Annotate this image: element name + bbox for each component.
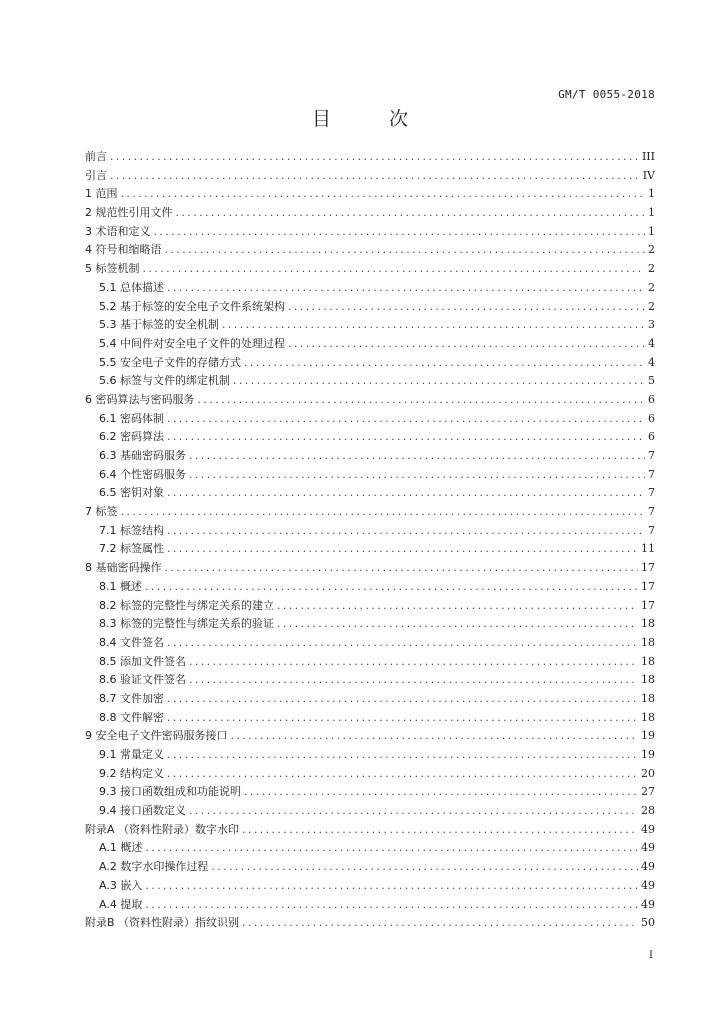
toc-entry[interactable] xyxy=(85,428,655,447)
toc-entry-page: 7 xyxy=(648,467,655,481)
toc-entry[interactable] xyxy=(85,896,655,915)
toc-dot-leader xyxy=(110,167,640,186)
toc-entry[interactable] xyxy=(85,354,655,373)
toc-entry-label: 附录A （资料性附录）数字水印 xyxy=(85,822,240,836)
toc-entry[interactable] xyxy=(85,578,655,597)
toc-entry-page: 6 xyxy=(648,392,655,406)
toc-dot-leader xyxy=(244,783,638,802)
toc-entry[interactable] xyxy=(85,709,655,728)
toc-entry-label: 5.1 总体描述 xyxy=(99,280,164,294)
toc-dot-leader xyxy=(288,335,645,354)
toc-dot-leader xyxy=(145,578,638,597)
toc-entry-label: A.2 数字水印操作过程 xyxy=(99,860,209,874)
toc-entry-page: 49 xyxy=(641,878,655,892)
toc-entry-label: 9.3 接口函数组成和功能说明 xyxy=(99,785,241,799)
toc-entry[interactable] xyxy=(85,279,655,298)
toc-entry[interactable] xyxy=(85,690,655,709)
toc-entry[interactable] xyxy=(85,746,655,765)
toc-entry-page: 28 xyxy=(641,804,655,818)
toc-entry[interactable] xyxy=(85,260,655,279)
toc-dot-leader xyxy=(222,316,645,335)
toc-entry[interactable] xyxy=(85,559,655,578)
toc-dot-leader xyxy=(167,428,645,447)
toc-dot-leader xyxy=(145,877,638,896)
toc-dot-leader xyxy=(189,671,638,690)
toc-dot-leader xyxy=(167,765,638,784)
toc-entry-page: IV xyxy=(642,168,655,182)
toc-entry-page: 18 xyxy=(641,617,655,631)
toc-entry[interactable] xyxy=(85,391,655,410)
toc-entry-label: 7 标签 xyxy=(85,505,118,519)
toc-entry[interactable] xyxy=(85,877,655,896)
toc-entry-label: 8.8 文件解密 xyxy=(99,710,164,724)
toc-dot-leader xyxy=(167,690,638,709)
toc-dot-leader xyxy=(231,727,639,746)
toc-entry-label: 前言 xyxy=(85,150,107,163)
toc-entry-label: 5.2 基于标签的安全电子文件系统架构 xyxy=(99,299,285,313)
toc-entry-page: 4 xyxy=(648,336,655,350)
toc-dot-leader xyxy=(189,653,638,672)
toc-entry-label: 附录B （资料性附录）指纹识别 xyxy=(85,916,240,930)
toc-entry-page: 2 xyxy=(648,243,655,257)
toc-entry-page: 17 xyxy=(641,561,655,575)
toc-entry[interactable] xyxy=(85,914,655,933)
toc-entry[interactable] xyxy=(85,783,655,802)
toc-dot-leader xyxy=(167,484,645,503)
toc-entry-label: 4 符号和缩略语 xyxy=(85,243,162,257)
toc-entry-page: 4 xyxy=(648,355,655,369)
toc-entry-page: 19 xyxy=(641,729,655,743)
toc-entry[interactable] xyxy=(85,298,655,317)
toc-dot-leader xyxy=(189,447,645,466)
toc-dot-leader xyxy=(145,839,638,858)
toc-entry[interactable] xyxy=(85,540,655,559)
toc-entry-page: 7 xyxy=(648,486,655,500)
toc-dot-leader xyxy=(167,634,638,653)
toc-entry[interactable] xyxy=(85,671,655,690)
toc-entry-page: 6 xyxy=(648,430,655,444)
toc-entry[interactable] xyxy=(85,839,655,858)
toc-entry[interactable] xyxy=(85,466,655,485)
toc-entry-page: 18 xyxy=(641,691,655,705)
toc-entry-label: 5 标签机制 xyxy=(85,262,140,276)
toc-entry-page: 7 xyxy=(648,505,655,519)
toc-entry-label: 6.1 密码体制 xyxy=(99,411,164,425)
toc-entry-label: 8.4 文件签名 xyxy=(99,635,164,649)
toc-dot-leader xyxy=(143,260,646,279)
toc-entry-label: A.4 提取 xyxy=(99,897,143,911)
toc-entry[interactable] xyxy=(85,204,655,223)
toc-entry[interactable] xyxy=(85,802,655,821)
toc-dot-leader xyxy=(189,802,638,821)
toc-dot-leader xyxy=(244,354,645,373)
toc-entry-page: 49 xyxy=(641,860,655,874)
toc-entry[interactable] xyxy=(85,241,655,260)
toc-entry-page: 3 xyxy=(648,318,655,332)
toc-dot-leader xyxy=(242,914,638,933)
toc-dot-leader xyxy=(198,391,646,410)
toc-dot-leader xyxy=(211,858,638,877)
toc-dot-leader xyxy=(167,410,645,429)
toc-entry[interactable] xyxy=(85,821,655,840)
toc-entry[interactable] xyxy=(85,148,655,167)
toc-entry-page: 49 xyxy=(641,897,655,911)
toc-entry[interactable] xyxy=(85,727,655,746)
toc-dot-leader xyxy=(167,746,638,765)
toc-entry-page: 11 xyxy=(641,542,655,556)
toc-dot-leader xyxy=(121,503,646,522)
toc-entry-page: 1 xyxy=(648,187,655,201)
toc-entry-page: 49 xyxy=(641,822,655,836)
toc-dot-leader xyxy=(167,522,645,541)
toc-entry-label: 5.5 安全电子文件的存储方式 xyxy=(99,355,241,369)
toc-entry-page: 18 xyxy=(641,673,655,687)
toc-entry-label: 8.5 添加文件签名 xyxy=(99,654,186,668)
toc-entry-label: 6 密码算法与密码服务 xyxy=(85,392,195,406)
toc-entry-label: 3 术语和定义 xyxy=(85,224,151,238)
toc-dot-leader xyxy=(189,466,645,485)
toc-entry-label: 8.3 标签的完整性与绑定关系的验证 xyxy=(99,617,274,631)
toc-entry-label: 5.3 基于标签的安全机制 xyxy=(99,318,219,332)
toc-entry-page: 2 xyxy=(648,262,655,276)
standard-code: GM/T 0055-2018 xyxy=(558,88,655,101)
toc-entry-label: 引言 xyxy=(85,168,107,182)
toc-entry[interactable] xyxy=(85,597,655,616)
toc-entry-page: 2 xyxy=(648,299,655,313)
toc-entry-page: 6 xyxy=(648,411,655,425)
toc-dot-leader xyxy=(277,615,638,634)
toc-entry[interactable] xyxy=(85,615,655,634)
toc-entry-page: 17 xyxy=(641,598,655,612)
toc-dot-leader xyxy=(242,821,638,840)
toc-entry-page: 27 xyxy=(641,785,655,799)
toc-dot-leader xyxy=(121,185,646,204)
toc-entry[interactable] xyxy=(85,634,655,653)
toc-entry-label: 6.2 密码算法 xyxy=(99,430,164,444)
toc-entry-label: 2 规范性引用文件 xyxy=(85,206,173,220)
toc-entry-page: 5 xyxy=(648,374,655,388)
toc-entry-page: 7 xyxy=(648,523,655,537)
toc-entry-label: 8.7 文件加密 xyxy=(99,691,164,705)
toc-dot-leader xyxy=(277,597,638,616)
toc-entry-page: 1 xyxy=(648,206,655,220)
toc-entry-label: 8 基础密码操作 xyxy=(85,561,162,575)
toc-entry-page: 18 xyxy=(641,635,655,649)
toc-dot-leader xyxy=(165,559,639,578)
toc-dot-leader xyxy=(154,223,646,242)
toc-entry-page: III xyxy=(641,150,655,163)
toc-entry-page: 17 xyxy=(641,579,655,593)
toc-entry[interactable] xyxy=(85,372,655,391)
table-of-contents xyxy=(85,148,655,933)
toc-entry-label: A.1 概述 xyxy=(99,841,143,855)
toc-dot-leader xyxy=(288,298,645,317)
toc-dot-leader xyxy=(167,709,638,728)
toc-entry[interactable] xyxy=(85,167,655,186)
toc-entry[interactable] xyxy=(85,223,655,242)
toc-entry[interactable] xyxy=(85,316,655,335)
toc-dot-leader xyxy=(110,148,639,167)
toc-entry-page: 49 xyxy=(641,841,655,855)
toc-entry[interactable] xyxy=(85,765,655,784)
toc-dot-leader xyxy=(145,896,638,915)
page-title: 目 次 xyxy=(311,108,435,130)
toc-dot-leader xyxy=(167,540,638,559)
toc-entry[interactable] xyxy=(85,858,655,877)
toc-entry[interactable] xyxy=(85,410,655,429)
toc-dot-leader xyxy=(167,279,645,298)
toc-entry-label: 6.4 个性密码服务 xyxy=(99,467,186,481)
toc-entry-page: 18 xyxy=(641,710,655,724)
toc-entry-label: 6.3 基础密码服务 xyxy=(99,449,186,462)
toc-entry[interactable] xyxy=(85,447,655,466)
toc-entry-label: A.3 嵌入 xyxy=(99,878,143,892)
toc-entry-label: 9 安全电子文件密码服务接口 xyxy=(85,729,228,743)
toc-entry-label: 9.1 常量定义 xyxy=(99,748,164,761)
toc-dot-leader xyxy=(233,372,645,391)
toc-entry-label: 8.1 概述 xyxy=(99,579,142,593)
toc-entry-label: 5.6 标签与文件的绑定机制 xyxy=(99,374,230,388)
toc-entry[interactable] xyxy=(85,185,655,204)
toc-entry-label: 1 范围 xyxy=(85,187,118,201)
toc-entry-label: 9.4 接口函数定义 xyxy=(99,804,186,818)
toc-dot-leader xyxy=(176,204,646,223)
toc-entry-label: 9.2 结构定义 xyxy=(99,766,164,780)
toc-dot-leader xyxy=(165,241,646,260)
toc-entry-label: 8.6 验证文件签名 xyxy=(99,673,186,687)
toc-entry-page: 2 xyxy=(648,280,655,294)
toc-entry[interactable] xyxy=(85,484,655,503)
toc-entry-page: 7 xyxy=(648,449,655,462)
toc-entry-page: 1 xyxy=(648,224,655,238)
toc-entry[interactable] xyxy=(85,335,655,354)
toc-entry-label: 7.1 标签结构 xyxy=(99,523,164,537)
toc-entry-label: 5.4 中间件对安全电子文件的处理过程 xyxy=(99,336,285,350)
toc-entry[interactable] xyxy=(85,653,655,672)
toc-entry-label: 8.2 标签的完整性与绑定关系的建立 xyxy=(99,598,274,612)
toc-entry[interactable] xyxy=(85,503,655,522)
toc-entry-page: 50 xyxy=(641,916,655,930)
toc-entry-label: 7.2 标签属性 xyxy=(99,542,164,556)
toc-entry-label: 6.5 密钥对象 xyxy=(99,486,164,500)
toc-entry[interactable] xyxy=(85,522,655,541)
toc-entry-page: 18 xyxy=(641,654,655,668)
page-number: I xyxy=(649,950,653,961)
toc-entry-page: 19 xyxy=(641,748,655,761)
toc-entry-page: 20 xyxy=(641,766,655,780)
